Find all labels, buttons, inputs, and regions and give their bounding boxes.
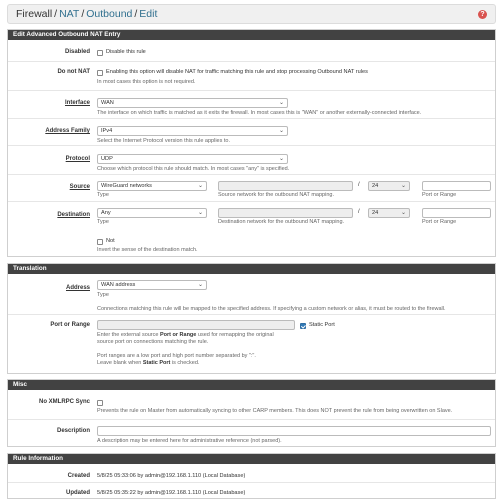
chevron-down-icon: ⌄ — [197, 183, 203, 189]
created-label: Created — [67, 473, 90, 479]
updated-row — [8, 482, 495, 499]
interface-row — [8, 90, 495, 118]
breadcrumb-outbound-link[interactable]: Outbound — [86, 8, 133, 20]
translation-port-input[interactable] — [97, 320, 295, 330]
source-port-help: Port or Range — [422, 192, 457, 198]
breadcrumb-bar — [7, 4, 496, 24]
chevron-down-icon: ⌄ — [278, 100, 284, 106]
source-network-input[interactable] — [218, 181, 353, 191]
source-row — [8, 174, 495, 201]
source-slash: / — [358, 182, 360, 188]
destination-mask-value: 24 — [372, 210, 379, 216]
edit-nat-entry-panel — [7, 29, 496, 257]
help-icon[interactable]: ? — [478, 10, 487, 19]
chevron-down-icon: ⌄ — [197, 282, 203, 288]
translation-port-help-line2: source port on connections matching the rule. — [97, 339, 209, 345]
breadcrumb — [16, 8, 157, 20]
destination-mask-select[interactable] — [368, 208, 410, 218]
updated-value: 5/8/25 05:35:22 by admin@192.168.1.110 (Local Database) — [97, 490, 246, 496]
edit-section-heading: Edit Advanced Outbound NAT Entry — [8, 30, 495, 40]
protocol-help: Choose which protocol this rule should match. In most cases "any" is specified. — [97, 166, 290, 172]
source-network-help: Source network for the outbound NAT mapping. — [218, 192, 334, 198]
created-value: 5/8/25 05:33:06 by admin@192.168.1.110 (Local Database) — [97, 473, 246, 479]
address-family-label: Address Family — [45, 128, 90, 134]
chevron-down-icon: ⌄ — [400, 210, 406, 216]
not-row — [8, 228, 495, 257]
interface-select-value: WAN — [101, 100, 114, 106]
description-row — [8, 419, 495, 447]
misc-heading: Misc — [8, 380, 495, 390]
translation-port-help-line1 — [97, 332, 274, 338]
breadcrumb-separator: / — [81, 8, 85, 20]
translation-heading: Translation — [8, 264, 495, 274]
not-checkbox[interactable] — [97, 239, 103, 245]
translation-address-row — [8, 274, 495, 314]
translation-port-help-line4 — [97, 360, 199, 366]
disabled-checkbox-text: Disable this rule — [106, 49, 146, 55]
description-label: Description — [56, 428, 90, 434]
do-not-nat-checkbox[interactable] — [97, 70, 103, 76]
translation-port-label: Port or Range — [50, 322, 90, 328]
xmlrpc-help: Prevents the rule on Master from automatically syncing to other CARP members. This does NOT prevent the rule from being overwritten on Slave. — [97, 408, 453, 414]
xmlrpc-label: No XMLRPC Sync — [38, 399, 90, 405]
address-family-row — [8, 118, 495, 145]
interface-help: The interface on which traffic is matched as it exits the firewall. In most cases this is "WAN" or another externally-connected interface. — [97, 110, 422, 116]
source-type-value: WireGuard networks — [101, 183, 152, 189]
destination-network-help: Destination network for the outbound NAT mapping. — [218, 219, 345, 225]
source-mask-select[interactable] — [368, 181, 410, 191]
protocol-select[interactable] — [97, 154, 288, 164]
interface-select[interactable] — [97, 98, 288, 108]
translation-port-help-text: Enter the external source — [97, 332, 160, 338]
static-port-checkbox[interactable] — [300, 323, 306, 329]
breadcrumb-separator: / — [54, 8, 58, 20]
description-help: A description may be entered here for administrative reference (not parsed). — [97, 438, 282, 444]
source-type-select[interactable] — [97, 181, 207, 191]
protocol-label: Protocol — [65, 156, 90, 162]
chevron-down-icon: ⌄ — [197, 210, 203, 216]
translation-port-help-text: is checked. — [170, 360, 200, 366]
interface-label: Interface — [64, 100, 90, 106]
source-label: Source — [69, 184, 90, 190]
destination-network-input[interactable] — [218, 208, 353, 218]
address-family-help: Select the Internet Protocol version this rule applies to. — [97, 138, 230, 144]
misc-panel — [7, 379, 496, 447]
source-port-input[interactable] — [422, 181, 491, 191]
source-type-help: Type — [97, 192, 109, 198]
protocol-select-value: UDP — [101, 156, 113, 162]
destination-type-value: Any — [101, 210, 111, 216]
translation-panel — [7, 263, 496, 374]
description-input[interactable] — [97, 426, 491, 436]
not-help: Invert the sense of the destination match. — [97, 247, 198, 253]
destination-type-help: Type — [97, 219, 109, 225]
chevron-down-icon: ⌄ — [400, 183, 406, 189]
breadcrumb-nat-link[interactable]: NAT — [59, 8, 80, 20]
xmlrpc-row — [8, 390, 495, 419]
translation-address-type-help: Type — [97, 292, 109, 298]
translation-address-label: Address — [65, 285, 90, 291]
static-port-emphasis: Static Port — [142, 360, 171, 366]
translation-address-help: Connections matching this rule will be mapped to the specified address. If specifying a custom network or alias, it must be routed to the firewall. — [97, 306, 446, 312]
address-family-select-value: IPv4 — [101, 128, 113, 134]
translation-address-select[interactable] — [97, 280, 207, 290]
translation-address-value: WAN address — [101, 282, 136, 288]
rule-info-heading: Rule Information — [8, 454, 495, 464]
chevron-down-icon: ⌄ — [278, 156, 284, 162]
do-not-nat-help: In most cases this option is not required. — [97, 79, 196, 85]
destination-port-help: Port or Range — [422, 219, 457, 225]
address-family-select[interactable] — [97, 126, 288, 136]
destination-slash: / — [358, 209, 360, 215]
rule-info-panel — [7, 453, 496, 499]
translation-port-help-text: Leave blank when — [97, 360, 143, 366]
disabled-label: Disabled — [64, 49, 90, 55]
breadcrumb-firewall: Firewall — [16, 8, 53, 20]
destination-type-select[interactable] — [97, 208, 207, 218]
protocol-row — [8, 145, 495, 174]
do-not-nat-row — [8, 61, 495, 86]
translation-port-row — [8, 314, 495, 374]
translation-port-help-text: used for remapping the original — [196, 332, 274, 338]
created-row — [8, 464, 495, 482]
do-not-nat-checkbox-text: Enabling this option will disable NAT for traffic matching this rule and stop processing Outbound NAT rules — [106, 69, 368, 75]
translation-port-help-line3: Port ranges are a low port and high port number separated by ":". — [97, 353, 256, 359]
source-mask-value: 24 — [372, 183, 379, 189]
port-or-range-emphasis: Port or Range — [159, 332, 197, 338]
static-port-text: Static Port — [309, 322, 335, 328]
not-checkbox-text: Not — [106, 238, 115, 244]
breadcrumb-edit-link[interactable]: Edit — [139, 8, 158, 20]
destination-label: Destination — [57, 212, 90, 218]
disabled-row — [8, 40, 495, 57]
chevron-down-icon: ⌄ — [278, 128, 284, 134]
disabled-checkbox[interactable] — [97, 50, 103, 56]
updated-label: Updated — [66, 490, 90, 496]
destination-port-input[interactable] — [422, 208, 491, 218]
destination-row — [8, 201, 495, 228]
breadcrumb-separator: / — [134, 8, 138, 20]
xmlrpc-checkbox[interactable] — [97, 400, 103, 406]
do-not-nat-label: Do not NAT — [57, 69, 90, 75]
